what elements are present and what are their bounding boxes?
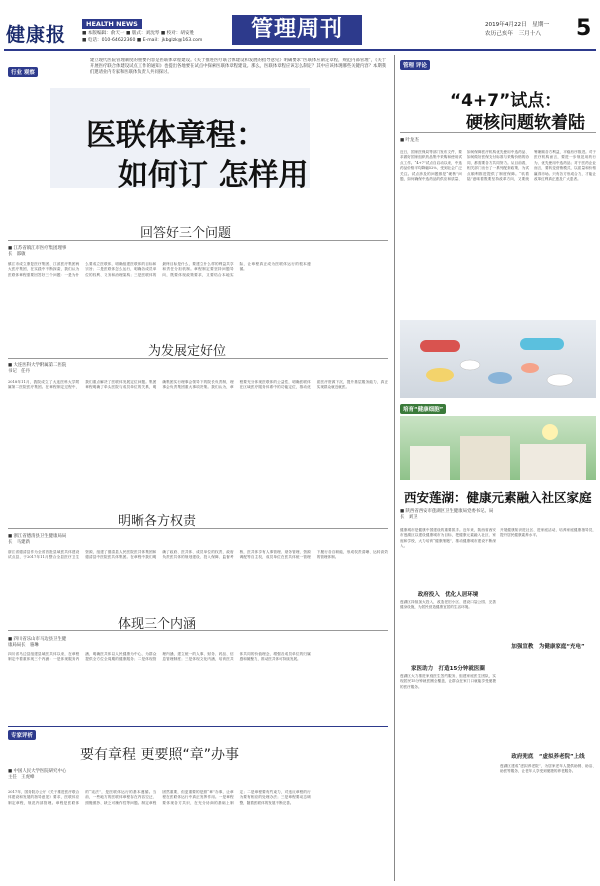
body-3: 浙江省德清县作为全省首批县域医共体建设试点县，于2017年11月整合全县医疗卫生资源，组建了德清县人民医院医共体集团和德清县中医院医共体集团。在章程中我们明确了政府、医共体、成员单位的权责，政府负责医共体的规划建设、投入保障、监督考核，医共体享有人事管理、财务管理、资源调配等自主权，成员单位在医共体统一管理下履行各自职能，形成权责清晰、运转高效的管理体制。 bbox=[8, 550, 388, 560]
divider-2 bbox=[8, 358, 388, 359]
byline-3: ■ 浙江省德清县卫生健康局局长 马建新 bbox=[8, 534, 67, 545]
community-col2: 开展健康知识进社区、进家庭活动，培养家庭健康指导员，提升居民健康素养水平。 bbox=[500, 528, 596, 538]
subhead-4: 政府兜底 “虚拟养老院”上线 bbox=[511, 754, 585, 760]
expert-byline: ■ 中国人民大学医院研究中心主任 王虎峰 bbox=[8, 769, 67, 780]
main-title-2: 如何订 怎样用 bbox=[118, 158, 309, 193]
masthead: 健康报 bbox=[6, 24, 67, 46]
body-2: 2018年11月，我院成立了大连医科大学附属第二医院医疗集团。在章程制定过程中，我们重点解决了医联体发展定位问题。集团章程明确了牵头医院与成员单位的关系，明确集团实行理事会领导下的院长负责制，理事会负责集团重大事项决策。我们认为，章程要充分体现医联体的公益性，明确医联体在区域医疗服务体系中的功能定位，推动优质医疗资源下沉，提升基层服务能力，真正实现群众就近就医。 bbox=[8, 380, 388, 390]
review-byline: ■ 叶龙杰 bbox=[400, 138, 419, 143]
community-title: 西安莲湖：健康元素融入社区家庭 bbox=[404, 490, 592, 505]
community-illustration bbox=[400, 416, 596, 480]
subbody-4: 莲湖区建成“虚拟养老院”，为居家老年人提供助餐、助洁、助医等服务，让老年人享受到便捷的养老服务。 bbox=[500, 764, 596, 774]
section-heading-1: 回答好三个问题 bbox=[140, 226, 232, 241]
section-banner: 管理周刊 bbox=[232, 15, 362, 45]
divider-1 bbox=[8, 240, 388, 241]
subbody-1: 莲湖区持续加大投入，改造老旧小区、建设口袋公园、完善健身设施，为居民营造健康宜居的生活环境。 bbox=[400, 600, 496, 610]
expert-body: 2017年，国务院办公厅《关于推进医疗联合体建设和发展的指导意见》要求，医联体应制定章程，规范内部管理。章程是医联体的“宪法”，是医联体运行的基本遵循。当前，一些地方的医联体章程存在内容空泛、照搬照抄、缺乏可操作性等问题。制定章程固然重要，但更重要的是照“章”办事，让章程在医联体运行中真正发挥作用。一是章程要体现各方共识，在充分协商的基础上制定；二是章程要有约束力，对违反章程的行为要有相应的处理办法；三是章程要动态调整，随着医联体的发展不断完善。 bbox=[8, 790, 311, 805]
subbody-2: 莲湖区大力推进家庭医生签约服务，组建家庭医生团队，实现居民15分钟就医圈全覆盖，让群众在家门口就能享受便捷的医疗服务。 bbox=[400, 674, 496, 689]
pills-illustration bbox=[400, 320, 596, 398]
review-title-2: 硬核问题软着陆 bbox=[466, 113, 585, 133]
byline-4: ■ 四川省乐山市马边县卫生健康局局长 骆琳 bbox=[8, 637, 67, 648]
byline-2: ■ 大连医科大学附属第二医院书记 任丹 bbox=[8, 363, 67, 374]
pills-photo bbox=[400, 320, 596, 398]
expert-tag: 专家评析 bbox=[8, 730, 36, 740]
main-title-1: 医联体章程： bbox=[86, 118, 266, 153]
community-photo bbox=[400, 416, 596, 480]
lunar-date: 农历己亥年 三月十八 bbox=[485, 31, 541, 37]
masthead-label: HEALTH NEWS bbox=[82, 19, 142, 29]
intro-text: 建立现代医院管理制度的重要内容是医联体章程建设。《关于推进医疗联合体建设和发展的指导意见》明确要求“医联体应制定章程，规范内部管理”，《关于开展医疗联合体建设试点工作的通知》也提出各地要在试点中探索医联体章程建设。那么，医联体章程应该怎么制定？其中应该体现哪些关键内容？本期我们邀请业内专家和医联体负责人共同探讨。 bbox=[90, 58, 386, 75]
review-rule bbox=[400, 132, 596, 133]
subhead-2: 家医助力 打造15分钟就医圈 bbox=[411, 666, 485, 672]
issue-date: 2019年4月22日 星期一 bbox=[485, 22, 550, 28]
health-cell-tag: 培育“健康细胞” bbox=[400, 404, 446, 414]
byline-1: ■ 江苏省镇江市医疗集团理事长 邵敏 bbox=[8, 246, 67, 257]
column-divider bbox=[394, 55, 395, 881]
divider-4 bbox=[8, 630, 388, 631]
expert-title: 要有章程 更要照“章”办事 bbox=[80, 747, 239, 763]
header-rule bbox=[4, 49, 596, 51]
section-heading-4: 体现三个内涵 bbox=[118, 617, 197, 632]
contact-line: ■ 电话：010-64622360 ■ E-mail：jkbglzk@163.com bbox=[82, 38, 203, 43]
industry-tag: 行业 观察 bbox=[8, 67, 38, 77]
subhead-3: 加强宣教 为健康家庭“充电” bbox=[511, 644, 585, 650]
body-4: 四川省马边县组建县域医共体以来，在章程制定中着重体现三个内涵：一是体现服务内涵，明确医共体以人民健康为中心，为群众提供全方位全周期的健康服务；二是体现管理内涵，建立统一的人事、财务、药品、信息管理制度；三是体现文化内涵，培育医共体共同的价值理念，增强各成员单位的归属感和凝聚力，推动医共体可持续发展。 bbox=[8, 652, 311, 662]
page-number: 5 bbox=[576, 16, 592, 41]
review-body: 近日，国家医保局等部门发布文件，要求做好国家组织药品集中采购和使用试点工作。“4+7”试点自启动以来，中选药品价格平均降幅52%，受到社会广泛关注。试点涉及的问题都是“硬核”问题，如何确保中选药品的供应和质量、如何保障医疗机构优先使用中选药品、如何做好医保支付标准与采购价格的协同，都需要各方共同努力。从目前看，相关部门出台了一系列配套政策，为试点顺利推进提供了制度保障。“软着陆”意味着既要坚持改革方向，又要统筹兼顾各方利益，平稳有序推进。对于医疗机构而言，要进一步规范用药行为，优先使用中选药品；对于医药企业而言，要转变营销模式，以质量和价格赢得市场。只有各方形成合力，才能让改革红利真正惠及广大患者。 bbox=[400, 150, 596, 182]
section-heading-2: 为发展定好位 bbox=[148, 344, 227, 359]
community-byline: ■ 陕西省西安市莲湖区卫生健康局党委书记、局长 刘卫 bbox=[400, 509, 494, 520]
subhead-1: 政府投入 优化人居环境 bbox=[417, 592, 479, 598]
community-body: 健康城市是健康中国建设的重要抓手。近年来，陕西省西安市莲湖区以建设健康城市为目标，把健康元素融入社区、家庭和学校，大力培育“健康细胞”，推动健康城市建设不断深入。 bbox=[400, 528, 496, 549]
expert-rule bbox=[8, 726, 388, 727]
review-tag: 管理 评论 bbox=[400, 60, 430, 70]
body-1: 镇江市成立康复医疗集团、江滨医疗集团两大医疗集团，在实践中不断探索，我们认为医联体章程需要回答好三个问题：一是为什么要成立医联体，明确组建医联体的目标和宗旨；二是医联体怎么运行，明确各成员单位的权利、义务和治理架构；三是医联体的最终目标是什么，要建立什么样的利益共享和责任分担机制。章程制定要坚持问题导向，既要体现政策要求，又要结合本地实际，让章程真正成为医联体运行的根本遵循。 bbox=[8, 262, 311, 277]
section-heading-3: 明晰各方权责 bbox=[118, 514, 197, 529]
review-title-1: “4+7”试点： bbox=[450, 91, 562, 111]
editor-line: ■ 本版编辑：俞天一 ■ 版式：刘沈琴 ■ 校对：胡安胜 bbox=[82, 31, 195, 36]
divider-3 bbox=[8, 528, 388, 529]
